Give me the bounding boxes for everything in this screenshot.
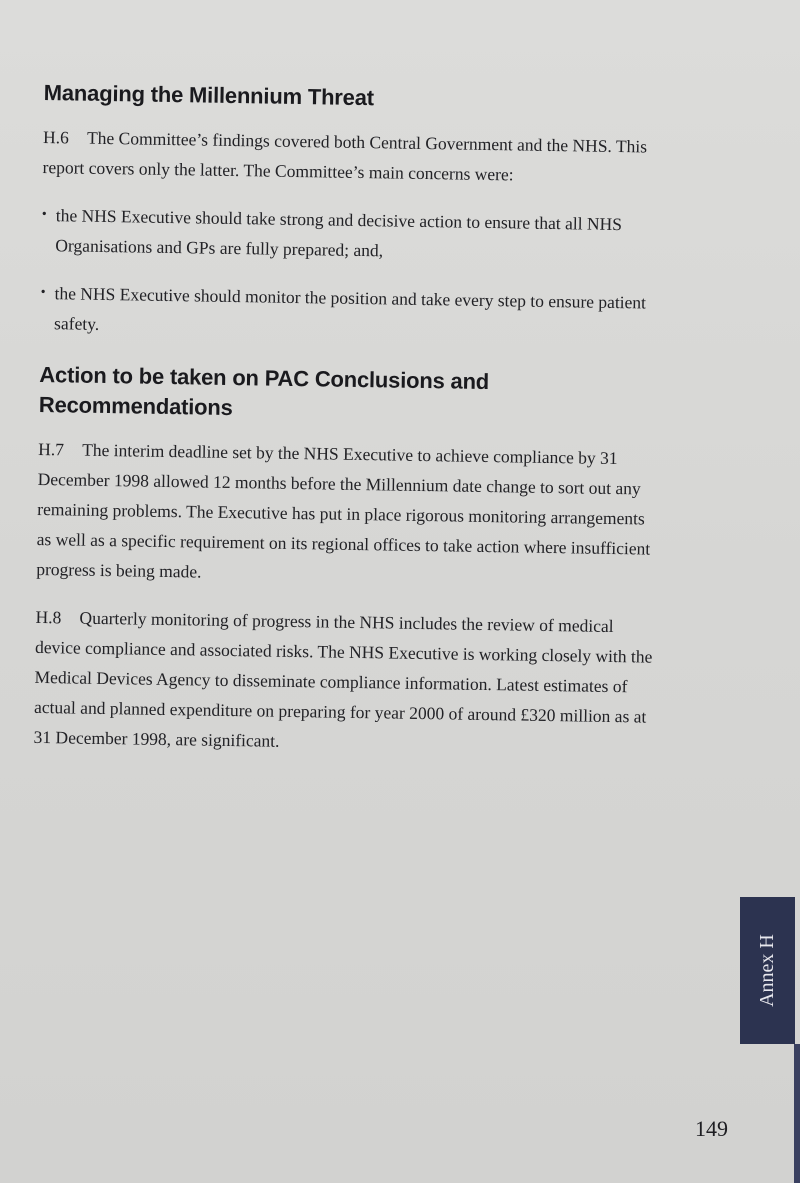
bullet-dot-icon: • — [40, 284, 46, 301]
paragraph-h7 — [36, 434, 658, 594]
paragraph-text-h6: The Committee’s findings covered both Central Government and the NHS. This report covers only the latter. The Committee’s main concerns were: — [42, 127, 648, 185]
page-content — [33, 78, 664, 762]
paragraph-text-h7: The interim deadline set by the NHS Executive to achieve compliance by 31 December 1998 allowed 12 months before the Millennium date change to sort out any remaining problems. The Executive has put in place rigorous monitoring arrangements as well as a specific requirement on its regional offices to take action where insufficient progress is being made. — [36, 439, 651, 582]
paragraph-h8 — [33, 602, 655, 762]
paragraph-h6 — [42, 122, 663, 192]
bullet-dot-icon: • — [41, 206, 47, 223]
paragraph-text-h8: Quarterly monitoring of progress in the NHS includes the review of medical device compliance and associated risks. The NHS Executive is working closely with the Medical Devices Agency to disseminate compliance information. Latest estimates of actual and planned expenditure on preparing for year 2000 of around £320 million as at 31 December 1998, are significant. — [33, 607, 653, 751]
page-number: 149 — [695, 1116, 728, 1141]
annex-side-tab — [740, 897, 795, 1044]
annex-tab-label: Annex H — [756, 934, 778, 1007]
paragraph-number-h7: H.7 — [38, 438, 65, 460]
paragraph-number-h8: H.8 — [35, 606, 62, 628]
section-heading-millennium-threat: Managing the Millennium Threat — [43, 79, 375, 111]
bullet-item-1 — [41, 200, 662, 270]
bullet-text-1: the NHS Executive should take strong and decisive action to ensure that all NHS Organisations and GPs are fully prepared; and, — [55, 205, 623, 261]
bullet-item-2 — [40, 278, 661, 348]
paragraph-number-h6: H.6 — [42, 126, 69, 148]
page-edge-bar — [794, 1044, 800, 1183]
bullet-text-2: the NHS Executive should monitor the position and take every step to ensure patient safety. — [53, 283, 647, 334]
section-heading-action: Action to be taken on PAC Conclusions and Recommendations — [38, 361, 490, 421]
